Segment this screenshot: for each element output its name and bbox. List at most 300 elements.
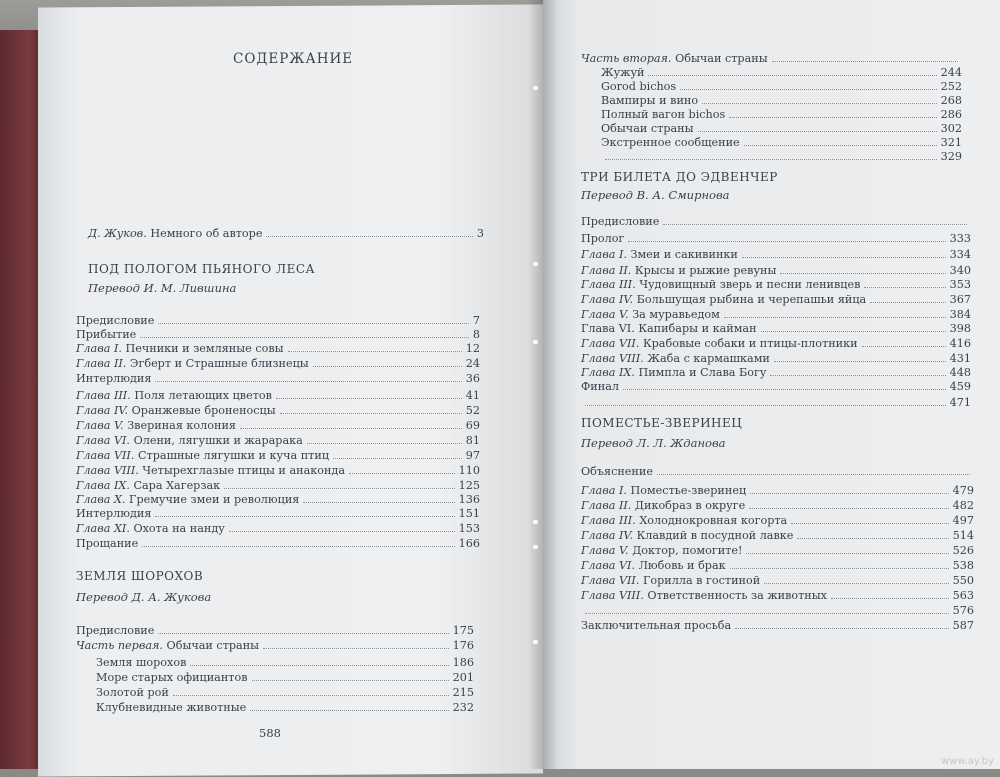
toc-entry [581, 484, 974, 497]
entry-label [76, 314, 154, 327]
entry-label [581, 484, 746, 497]
toc-entry [581, 337, 971, 350]
entry-label [601, 80, 676, 93]
dot-leader [585, 613, 949, 614]
section-translator: Перевод И. М. Лившина [88, 281, 237, 295]
toc-entry [76, 639, 474, 652]
entry-page: 497 [952, 514, 974, 527]
entry-page: 471 [949, 396, 971, 409]
entry-prefix: Д. Жуков. [88, 227, 147, 240]
dot-leader [735, 628, 948, 629]
dot-leader [864, 287, 945, 288]
dot-leader [870, 302, 945, 303]
entry-page: 7 [472, 314, 480, 327]
toc-entry [581, 52, 962, 65]
entry-title: Gorod bichos [601, 80, 677, 93]
dot-leader [140, 337, 469, 338]
entry-page: 550 [952, 574, 974, 587]
entry-title: Поместье-зверинец [630, 484, 747, 497]
entry-page: 482 [952, 499, 974, 512]
toc-entry [76, 419, 480, 432]
dot-leader [749, 508, 948, 509]
section-heading: ТРИ БИЛЕТА ДО ЭДВЕНЧЕР [581, 170, 778, 184]
dot-leader [303, 502, 454, 503]
entry-prefix: Часть вторая. [581, 52, 672, 65]
entry-label [581, 52, 768, 65]
entry-prefix: Глава VII. [581, 337, 640, 350]
entry-label [581, 499, 745, 512]
entry-title: Эгберт и Страшные близнецы [129, 357, 309, 370]
page-number: 588 [259, 726, 281, 740]
watermark: www.ay.by [941, 756, 994, 767]
entry-label [76, 389, 272, 402]
dot-leader [831, 598, 949, 599]
entry-page: 97 [465, 449, 480, 462]
toc-entry [601, 136, 962, 149]
dot-leader [240, 428, 462, 429]
entry-title: Сара Хагерзак [133, 479, 221, 492]
dot-leader [663, 224, 967, 225]
entry-page: 587 [952, 619, 974, 632]
toc-entry-author-note [88, 227, 484, 240]
dot-leader [190, 665, 448, 666]
toc-entry [581, 514, 974, 527]
entry-title: Гремучие змеи и революция [129, 493, 300, 506]
toc-entry [581, 574, 974, 587]
entry-label [581, 380, 619, 393]
entry-page: 448 [949, 366, 971, 379]
entry-prefix: Глава IV. [76, 404, 129, 417]
entry-title: Глава VI. Капибары и кайман [581, 322, 757, 335]
entry-page: 576 [952, 604, 974, 617]
entry-page: 36 [465, 372, 480, 385]
dot-leader [333, 458, 462, 459]
toc-entry [76, 449, 480, 462]
entry-label [581, 264, 776, 277]
entry-label [581, 308, 720, 321]
entry-title: Жаба с кармашками [647, 352, 770, 365]
toc-entry [76, 328, 480, 341]
entry-prefix: Глава VII. [581, 574, 640, 587]
entry-label [76, 639, 259, 652]
section-heading: ПОД ПОЛОГОМ ПЬЯНОГО ЛЕСА [88, 262, 316, 276]
entry-page: 136 [458, 493, 480, 506]
entry-title: Предисловие [76, 314, 155, 327]
toc-entry [581, 544, 974, 557]
toc-entry [581, 589, 974, 602]
entry-label [601, 94, 698, 107]
toc-entry [581, 366, 971, 379]
entry-page: 431 [949, 352, 971, 365]
dot-leader [605, 159, 937, 160]
entry-page: 24 [465, 357, 480, 370]
entry-page: 151 [458, 507, 480, 520]
entry-title: Интерлюдия [76, 507, 152, 520]
dot-leader [730, 568, 949, 569]
dot-leader [224, 488, 455, 489]
entry-title: Чудовищный зверь и песни ленивцев [639, 278, 861, 291]
toc-entry [601, 66, 962, 79]
entry-prefix: Глава I. [581, 248, 627, 261]
dot-leader [585, 405, 946, 406]
entry-prefix: Глава VIII. [581, 589, 644, 602]
dot-leader [657, 474, 970, 475]
entry-label [601, 66, 644, 79]
entry-label [76, 537, 138, 550]
entry-page: 329 [940, 150, 962, 163]
toc-entry [581, 278, 971, 291]
entry-title: Большущая рыбина и черепашьи яйца [636, 293, 867, 306]
entry-page: 286 [940, 108, 962, 121]
entry-prefix: Глава II. [581, 499, 632, 512]
entry-prefix: Часть первая. [76, 639, 163, 652]
entry-title: Обычаи страны [166, 639, 260, 652]
entry-title: Заключительная просьба [581, 619, 732, 632]
entry-title: Вампиры и вино [601, 94, 699, 107]
dot-leader [250, 710, 448, 711]
entry-page: 398 [949, 322, 971, 335]
toc-entry [601, 80, 962, 93]
entry-label [601, 136, 740, 149]
entry-title: Крабовые собаки и птицы-плотники [642, 337, 858, 350]
toc-entry [76, 357, 480, 370]
section-translator: Перевод Д. А. Жукова [76, 590, 212, 604]
toc-entry [581, 215, 971, 228]
toc-entry [581, 499, 974, 512]
entry-label [581, 366, 766, 379]
page-title: СОДЕРЖАНИЕ [233, 51, 354, 67]
entry-prefix: Глава IX. [581, 366, 635, 379]
entry-page: 69 [465, 419, 480, 432]
entry-label [88, 227, 262, 240]
entry-page: 215 [452, 686, 474, 699]
entry-page: 125 [458, 479, 480, 492]
entry-title: Экстренное сообщение [601, 136, 740, 149]
entry-title: Оранжевые броненосцы [131, 404, 276, 417]
entry-page: 52 [465, 404, 480, 417]
entry-title: Объяснение [581, 465, 653, 478]
toc-entry [96, 671, 474, 684]
entry-label [76, 464, 345, 477]
entry-page: 3 [476, 227, 484, 240]
entry-page: 166 [458, 537, 480, 550]
toc-entry [96, 656, 474, 669]
dot-leader [142, 546, 454, 547]
toc-entry [76, 537, 480, 550]
entry-page: 367 [949, 293, 971, 306]
entry-title: Клубневидные животные [96, 701, 247, 714]
dot-leader [772, 61, 958, 62]
entry-prefix: Глава III. [581, 278, 636, 291]
entry-title: Жужуй [601, 66, 645, 79]
entry-label [96, 701, 246, 714]
entry-label [96, 686, 169, 699]
entry-label [601, 108, 725, 121]
entry-prefix: Глава IX. [76, 479, 130, 492]
entry-prefix: Глава I. [76, 342, 122, 355]
entry-page: 526 [952, 544, 974, 557]
entry-title: Звериная колония [127, 419, 236, 432]
entry-title: Обычаи страны [601, 122, 694, 135]
entry-page: 8 [472, 328, 480, 341]
section-translator: Перевод В. А. Смирнова [581, 188, 730, 202]
toc-entry [581, 559, 974, 572]
entry-label [581, 465, 653, 478]
dot-leader [155, 516, 454, 517]
entry-prefix: Глава I. [581, 484, 627, 497]
dot-leader [307, 443, 462, 444]
toc-entry [76, 507, 480, 520]
dot-leader [746, 553, 948, 554]
toc-entry [581, 293, 971, 306]
dot-leader [770, 375, 945, 376]
dot-leader [862, 346, 946, 347]
entry-page: 201 [452, 671, 474, 684]
entry-page: 110 [458, 464, 480, 477]
entry-label [581, 529, 793, 542]
entry-page: 479 [952, 484, 974, 497]
entry-title: Прибытие [76, 328, 137, 341]
entry-title: Обычаи страны [675, 52, 768, 65]
entry-page: 416 [949, 337, 971, 350]
dot-leader [780, 273, 945, 274]
entry-label [96, 671, 248, 684]
entry-title: Земля шорохов [96, 656, 187, 669]
entry-label [76, 434, 303, 447]
entry-title: Страшные лягушки и куча птиц [137, 449, 330, 462]
toc-entry [76, 493, 480, 506]
entry-title: Немного об авторе [150, 227, 263, 240]
entry-prefix: Глава III. [76, 389, 131, 402]
entry-label [581, 559, 726, 572]
toc-entry [601, 94, 962, 107]
entry-label [76, 479, 220, 492]
dot-leader [764, 583, 948, 584]
toc-entry [581, 264, 971, 277]
dot-leader [349, 473, 455, 474]
entry-prefix: Глава II. [581, 264, 632, 277]
toc-entry [581, 380, 971, 393]
entry-prefix: Глава V. [581, 544, 629, 557]
toc-entry [76, 404, 480, 417]
dot-leader [724, 317, 946, 318]
dot-leader [698, 131, 937, 132]
entry-prefix: Глава VIII. [76, 464, 139, 477]
entry-label [76, 507, 151, 520]
dot-leader [742, 257, 946, 258]
entry-page: 244 [940, 66, 962, 79]
entry-label [76, 449, 329, 462]
dot-leader [750, 493, 948, 494]
dot-leader [702, 103, 937, 104]
entry-page: 334 [949, 248, 971, 261]
entry-prefix: Глава IV. [581, 529, 634, 542]
entry-prefix: Глава VII. [76, 449, 135, 462]
entry-page: 302 [940, 122, 962, 135]
dot-leader [774, 361, 946, 362]
dot-leader [173, 695, 449, 696]
dot-leader [729, 117, 936, 118]
entry-prefix: Глава II. [76, 357, 127, 370]
entry-prefix: Глава VI. [76, 434, 130, 447]
toc-entry [76, 464, 480, 477]
dot-leader [628, 241, 945, 242]
dot-leader [229, 531, 455, 532]
section-heading: ЗЕМЛЯ ШОРОХОВ [76, 569, 204, 583]
entry-page: 186 [452, 656, 474, 669]
entry-page: 268 [940, 94, 962, 107]
dot-leader [276, 398, 462, 399]
entry-title: Крысы и рыжие ревуны [634, 264, 777, 277]
entry-title: За муравьедом [632, 308, 720, 321]
entry-page: 176 [452, 639, 474, 652]
entry-title: Интерлюдия [76, 372, 152, 385]
entry-page: 12 [465, 342, 480, 355]
entry-label [76, 342, 284, 355]
toc-entry [601, 150, 962, 163]
entry-prefix: Глава VI. [581, 559, 635, 572]
entry-label [76, 493, 299, 506]
entry-title: Золотой рой [96, 686, 169, 699]
toc-entry [581, 529, 974, 542]
toc-entry [96, 701, 474, 714]
entry-page: 175 [452, 624, 474, 637]
entry-page: 514 [952, 529, 974, 542]
entry-prefix: Глава VIII. [581, 352, 644, 365]
toc-entry [601, 122, 962, 135]
entry-page: 232 [452, 701, 474, 714]
entry-title: Прощание [76, 537, 139, 550]
dot-leader [313, 366, 462, 367]
dot-leader [680, 89, 936, 90]
entry-label [601, 122, 694, 135]
dot-leader [648, 75, 936, 76]
entry-label [76, 624, 154, 637]
dot-leader [158, 633, 448, 634]
dot-leader [744, 145, 937, 146]
entry-label [76, 372, 151, 385]
dot-leader [791, 523, 948, 524]
entry-label [581, 514, 787, 527]
entry-title: Четырехглазые птицы и анаконда [142, 464, 345, 477]
toc-entry [581, 232, 971, 245]
section-heading: ПОМЕСТЬЕ-ЗВЕРИНЕЦ [581, 416, 743, 430]
entry-label [581, 248, 738, 261]
toc-entry [581, 308, 971, 321]
entry-label [581, 232, 624, 245]
entry-title: Печники и земляные совы [125, 342, 284, 355]
entry-label [581, 352, 770, 365]
entry-page: 41 [465, 389, 480, 402]
entry-label [581, 278, 860, 291]
entry-page: 459 [949, 380, 971, 393]
entry-prefix: Глава IV. [581, 293, 634, 306]
entry-page: 340 [949, 264, 971, 277]
entry-page: 153 [458, 522, 480, 535]
entry-title: Доктор, помогите! [632, 544, 743, 557]
entry-prefix: Глава V. [581, 308, 629, 321]
entry-title: Холоднокровная когорта [639, 514, 788, 527]
toc-entry [601, 108, 962, 121]
entry-page: 563 [952, 589, 974, 602]
entry-page: 252 [940, 80, 962, 93]
entry-label [581, 322, 757, 335]
entry-page: 333 [949, 232, 971, 245]
entry-title: Море старых официантов [96, 671, 248, 684]
entry-page: 538 [952, 559, 974, 572]
entry-label [76, 404, 276, 417]
dot-leader [155, 381, 461, 382]
entry-title: Олени, лягушки и жарарака [133, 434, 303, 447]
entry-prefix: Глава V. [76, 419, 124, 432]
entry-label [581, 293, 866, 306]
section-translator: Перевод Л. Л. Жданова [581, 436, 726, 450]
dot-leader [280, 413, 462, 414]
toc-entry [581, 396, 971, 409]
entry-page: 353 [949, 278, 971, 291]
dot-leader [158, 323, 469, 324]
dot-leader [266, 236, 472, 237]
entry-label [581, 574, 760, 587]
entry-title: Змеи и сакивинки [630, 248, 738, 261]
entry-title: Горилла в гостиной [642, 574, 761, 587]
entry-title: Пимпла и Слава Богу [638, 366, 767, 379]
dot-leader [761, 331, 946, 332]
entry-prefix: Глава III. [581, 514, 636, 527]
entry-label [581, 215, 659, 228]
entry-prefix: Глава XI. [76, 522, 130, 535]
toc-entry [581, 248, 971, 261]
toc-entry [76, 479, 480, 492]
toc-entry [581, 604, 974, 617]
dot-leader [263, 648, 449, 649]
entry-label [76, 328, 136, 341]
entry-title: Предисловие [76, 624, 155, 637]
entry-label [581, 544, 742, 557]
entry-title: Дикобраз в округе [634, 499, 746, 512]
toc-entry [581, 619, 974, 632]
entry-title: Пролог [581, 232, 625, 245]
entry-label [76, 419, 236, 432]
entry-title: Полный вагон bichos [601, 108, 726, 121]
entry-label [581, 337, 858, 350]
toc-entry [76, 314, 480, 327]
entry-label [581, 619, 731, 632]
entry-label [76, 522, 225, 535]
entry-label [76, 357, 309, 370]
entry-page: 384 [949, 308, 971, 321]
toc-entry [581, 352, 971, 365]
entry-title: Любовь и брак [638, 559, 726, 572]
entry-title: Ответственность за животных [647, 589, 827, 602]
dot-leader [288, 351, 462, 352]
toc-entry [96, 686, 474, 699]
entry-prefix: Глава X. [76, 493, 126, 506]
toc-entry [76, 522, 480, 535]
entry-label [581, 589, 827, 602]
dot-leader [623, 389, 946, 390]
dot-leader [797, 538, 948, 539]
toc-entry [581, 322, 971, 335]
toc-entry [76, 372, 480, 385]
toc-entry [76, 389, 480, 402]
toc-entry [581, 465, 974, 478]
entry-title: Финал [581, 380, 619, 393]
entry-title: Клавдий в посудной лавке [636, 529, 794, 542]
toc-entry [76, 342, 480, 355]
entry-page: 321 [940, 136, 962, 149]
toc-entry [76, 624, 474, 637]
